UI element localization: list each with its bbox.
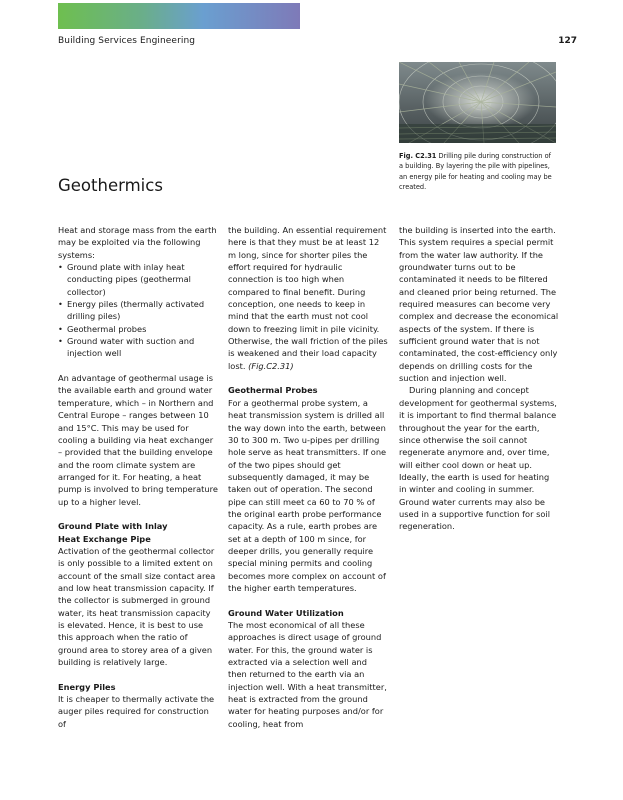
energy-piles-continued-text: the building. An essential requirement here is that they must be at least 12 m long, since for shorter piles the effort required for hydraulic connection is too high when compared to final benefit. During conception, one needs to keep in mind that the earth must not cool down to freezing limit in pile vicinity. Otherwise, the wall friction of the piles is weakened and their load capacity lost. bbox=[228, 225, 388, 371]
heading-ground-plate-line2: Heat Exchange Pipe bbox=[58, 533, 151, 544]
heading-geothermal-probes: Geothermal Probes bbox=[228, 385, 318, 396]
figure-label: Fig. C2.31 bbox=[399, 152, 437, 160]
heading-ground-plate-line1: Ground Plate with Inlay bbox=[58, 521, 168, 532]
planning-paragraph: During planning and concept development for geothermal systems, it is important to find thermal balance throughout the year for the earth, since otherwise the soil cannot regenerate anymore and, over time, will either cool down or heat up. Ideally, the earth is used for heating in winter and cooling in summer. Ground water currents may also be used in a supportive function for soil regeneration. bbox=[399, 385, 557, 532]
ground-water-paragraph: The most economical of all these approaches is direct usage of ground water. For this, the ground water is extracted via a selection well and then returned to the earth via an injection well. With a heat transmitter, heat is extracted from the ground water for heating purposes and/or for cooling, heat from bbox=[228, 620, 387, 729]
list-item: • Ground plate with inlay heat conducting pipes (geothermal collector) bbox=[58, 261, 218, 298]
header-color-bar bbox=[58, 3, 300, 29]
column-2 bbox=[228, 224, 388, 730]
figure-reference: (Fig.C2.31) bbox=[248, 360, 294, 371]
ground-plate-paragraph: Activation of the geothermal collector is only possible to a limited extent on account of the small size contact area and low heat transmission capacity. If the collector is submerged in ground water, its heat transmission capacity is elevated. Hence, it is best to use this approach when the ratio of ground area to storey area of a given building is relatively large. bbox=[58, 545, 216, 668]
list-item: • Geothermal probes bbox=[58, 323, 218, 335]
column-1 bbox=[58, 224, 218, 730]
running-head: Building Services Engineering bbox=[58, 36, 196, 46]
section-title: Geothermics bbox=[58, 176, 163, 195]
page-number: 127 bbox=[558, 36, 577, 46]
geothermal-probes-paragraph: For a geothermal probe system, a heat transmission system is drilled all the way down into the earth, between 30 to 300 m. Two u-pipes per drilling hole serve as heat transmitters. If one of the two pipes should get subsequently damaged, it may be taken out of operation. The second pipe can still meet ca 60 to 70 % of the original earth probe performance capacity. As a rule, earth probes are set at a depth of 100 m since, for deeper drills, you generally require special mining permits and cooling becomes more complex on account of the higher earth temperatures. bbox=[228, 397, 387, 593]
ground-water-continued: the building is inserted into the earth. This system requires a special permit from the water law authority. If the groundwater turns out to be contaminated it needs to be filtered and cleaned prior being returned. The required measures can become very complex and decrease the economical aspects of the system. If there is sufficient ground water that is not contaminated, the cost-efficiency only depends on drilling costs for the suction and injection well. bbox=[399, 225, 559, 384]
column-3 bbox=[399, 224, 559, 533]
list-item: • Energy piles (thermally activated drilling piles) bbox=[58, 298, 218, 323]
energy-piles-continued bbox=[228, 224, 388, 372]
heading-energy-piles: Energy Piles bbox=[58, 681, 116, 692]
systems-list bbox=[58, 261, 218, 360]
energy-piles-paragraph: It is cheaper to thermally activate the auger piles required for construction of bbox=[58, 694, 215, 729]
figure-caption bbox=[399, 151, 557, 192]
list-item: • Ground water with suction and injection well bbox=[58, 335, 218, 360]
advantage-paragraph: An advantage of geothermal usage is the available earth and ground water temperature, which – in Northern and Central Europe – ranges between 10 and 15°C. This may be used for cooling a building via heat exchanger – provided that the building envelope and the room climate system are arranged for it. For heating, a heat pump is involved to bring temperature up to a higher level. bbox=[58, 373, 218, 507]
drilling-pile-photo bbox=[399, 62, 556, 143]
heading-ground-water: Ground Water Utilization bbox=[228, 607, 344, 618]
figure-caption-text: Drilling pile during construction of a building. By layering the pile with pipelines, an energy pile for heating and cooling may be created. bbox=[399, 152, 552, 191]
intro-paragraph: Heat and storage mass from the earth may be exploited via the following systems: bbox=[58, 225, 217, 260]
